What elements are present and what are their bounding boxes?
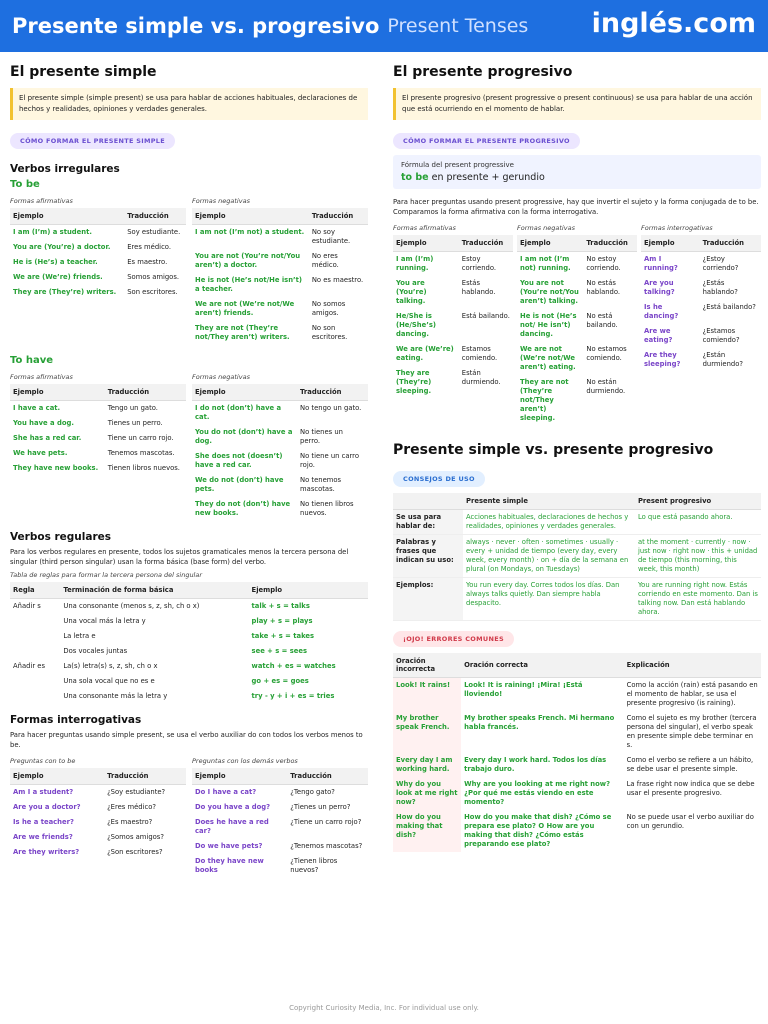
table-cell: Is he dancing? xyxy=(644,303,679,320)
table-cell: I do not (don’t) have a cat. xyxy=(195,404,282,421)
table-cell: They are (They’re) sleeping. xyxy=(396,369,432,395)
q-tobe-label: Preguntas con to be xyxy=(10,757,76,765)
rules-table xyxy=(10,582,368,704)
table-cell: Acciones habituales, declaraciones de hechos y realidades, opiniones y verdades generales. xyxy=(463,510,635,535)
table-cell: Tienes un perro. xyxy=(107,419,163,427)
table-cell: You are (You’re) talking. xyxy=(396,279,427,305)
banner xyxy=(0,0,768,52)
table-cell: Look! It rains! xyxy=(393,678,461,712)
table-cell: Is he a teacher? xyxy=(13,818,74,826)
table-cell: ¿Estás hablando? xyxy=(702,279,738,296)
table-cell: ¿Soy estudiante? xyxy=(107,788,166,796)
table-cell: No somos amigos. xyxy=(311,300,346,317)
table-cell: ¿Tengo gato? xyxy=(290,788,335,796)
have-neg-table xyxy=(192,384,368,521)
table-row xyxy=(192,401,368,426)
table-cell: He/She is (He/She’s) dancing. xyxy=(396,312,436,338)
table-row xyxy=(517,276,637,309)
table-row xyxy=(192,854,368,878)
table-cell: I have a cat. xyxy=(13,404,61,412)
table-cell: Estamos comiendo. xyxy=(461,345,498,362)
table-cell: ¿Eres médico? xyxy=(107,803,157,811)
table-cell: They are not (They’re not/They aren’t) writers. xyxy=(195,324,290,341)
col-translation: Traducción xyxy=(700,235,761,252)
table-cell: Do we have pets? xyxy=(195,842,263,850)
prog-aff-table xyxy=(393,235,513,399)
table-cell: My brother speak French. xyxy=(393,711,461,753)
formula-label: Fórmula del present progressive xyxy=(401,161,514,169)
table-row xyxy=(393,510,761,535)
table-cell: You run every day. Corres todos los días. Dan always talks quietly. Dan siempre habla despacito. xyxy=(463,578,635,621)
neg-label: Formas negativas xyxy=(192,197,250,205)
table-row xyxy=(393,309,513,342)
table-row xyxy=(10,689,368,704)
int-label: Formas interrogativas xyxy=(641,224,713,232)
table-cell: Do you have a dog? xyxy=(195,803,271,811)
table-cell: Eres médico. xyxy=(127,243,171,251)
table-row xyxy=(517,342,637,375)
col-translation: Traducción xyxy=(309,208,368,225)
table-row xyxy=(641,276,761,300)
table-row xyxy=(10,845,186,860)
table-row xyxy=(10,659,368,674)
table-row xyxy=(10,830,186,845)
table-cell: He is not (He’s not/ He isn’t) dancing. xyxy=(520,312,577,338)
table-row xyxy=(192,297,368,321)
table-cell: Añadir s xyxy=(13,602,41,610)
left-column xyxy=(10,60,368,878)
table-cell: No eres médico. xyxy=(311,252,339,269)
table-cell: She does not (doesn’t) have a red car. xyxy=(195,452,283,469)
table-cell: ¿Están durmiendo? xyxy=(702,351,743,368)
table-row xyxy=(10,270,186,285)
table-cell xyxy=(10,689,60,704)
table-cell: Como el sujeto es my brother (tercera persona del singular), el verbo speak en presente simple debe terminar en s. xyxy=(626,714,757,749)
table-cell: La frase right now indica que se debe usar el presente progresivo. xyxy=(626,780,755,797)
table-row xyxy=(393,753,761,777)
vs-heading: Presente simple vs. presente progresivo xyxy=(393,442,714,458)
table-row xyxy=(10,255,186,270)
table-cell: We do not (don’t) have pets. xyxy=(195,476,284,493)
table-row xyxy=(192,273,368,297)
table-row xyxy=(10,431,186,446)
table-row xyxy=(10,416,186,431)
tips-col: Presente simple xyxy=(463,493,635,510)
tohave-label: To have xyxy=(10,355,54,366)
table-row xyxy=(192,815,368,839)
table-cell: Are we friends? xyxy=(13,833,73,841)
table-cell: No tiene un carro rojo. xyxy=(300,452,359,469)
table-row xyxy=(10,461,186,476)
aff-label: Formas afirmativas xyxy=(10,373,73,381)
table-cell: You are (You’re) a doctor. xyxy=(13,243,111,251)
table-cell: No tienes un perro. xyxy=(300,428,343,445)
tips-col xyxy=(393,493,463,510)
col-translation: Traducción xyxy=(297,384,368,401)
table-row xyxy=(393,276,513,309)
table-cell: They do not (don’t) have new books. xyxy=(195,500,291,517)
col-translation: Traducción xyxy=(104,768,186,785)
col-translation: Traducción xyxy=(459,235,513,252)
table-cell: Es maestro. xyxy=(127,258,168,266)
formula-text xyxy=(401,172,753,183)
table-cell: No estoy corriendo. xyxy=(586,255,621,272)
table-cell: ¿Es maestro? xyxy=(107,818,153,826)
aff-label: Formas afirmativas xyxy=(393,224,456,232)
table-cell: She has a red car. xyxy=(13,434,82,442)
table-row xyxy=(10,674,368,689)
table-cell: Does he have a red car? xyxy=(195,818,269,835)
table-cell: Como la acción (rain) está pasando en el momento de hablar, se usa el presente progresivo (is raining). xyxy=(626,681,758,707)
neg-label: Formas negativas xyxy=(192,373,250,381)
table-cell: Una consonante (menos s, z, sh, ch o x) xyxy=(63,602,200,610)
tobe-label: To be xyxy=(10,179,40,190)
table-cell: No estamos comiendo. xyxy=(586,345,627,362)
table-cell: at the moment · currently · now · just now · right now · this + unidad de tiempo (this morning, this week, this month) xyxy=(635,535,761,578)
table-row xyxy=(393,810,761,852)
regular-para: Para los verbos regulares en presente, todos los sujetos gramaticales menos la tercera persona del singular (third person singular) usan la forma básica (base form) del verbo. xyxy=(10,548,349,566)
tobe-aff-table xyxy=(10,208,186,300)
table-cell: Palabras y frases que indican su uso: xyxy=(393,535,463,578)
rule-col: Regla xyxy=(10,582,60,599)
table-row xyxy=(192,249,368,273)
banner-title: Presente simple vs. progresivo xyxy=(12,14,380,38)
tobe-neg-table xyxy=(192,208,368,345)
table-cell: go + es = goes xyxy=(251,677,309,685)
table-cell: Una vocal más la letra y xyxy=(63,617,146,625)
table-row xyxy=(10,240,186,255)
col-example: Ejemplo xyxy=(192,208,309,225)
rule-col: Ejemplo xyxy=(249,582,368,599)
interrog-heading: Formas interrogativas xyxy=(10,714,142,726)
tips-pill: CONSEJOS DE USO xyxy=(393,471,485,487)
col-example: Ejemplo xyxy=(517,235,583,252)
table-cell: Soy estudiante. xyxy=(127,228,181,236)
tips-col: Present progresivo xyxy=(635,493,761,510)
table-row xyxy=(192,839,368,854)
table-row xyxy=(641,300,761,324)
table-cell: Why are you looking at me right now? ¿Por qué me estás viendo en este momento? xyxy=(464,780,611,806)
footer: Copyright Curiosity Media, Inc. For individual use only. xyxy=(289,1004,479,1012)
simple-intro: El presente simple (simple present) se usa para hablar de acciones habituales, declaraciones de hechos y realidades, opiniones y verdades generales. xyxy=(10,88,368,120)
table-cell: see + s = sees xyxy=(251,647,308,655)
regular-table-label: Tabla de reglas para formar la tercera persona del singular xyxy=(10,571,203,579)
regular-heading: Verbos regulares xyxy=(10,531,112,543)
table-cell: We are not (We’re not/We aren’t) eating. xyxy=(520,345,576,371)
table-row xyxy=(192,497,368,521)
table-row xyxy=(393,678,761,712)
table-cell: Am I a student? xyxy=(13,788,74,796)
table-cell: Ejemplos: xyxy=(393,578,463,621)
table-cell: Every day I am working hard. xyxy=(393,753,461,777)
table-cell: How do you making that dish? xyxy=(393,810,461,852)
table-cell: ¿Está bailando? xyxy=(702,303,756,311)
table-cell: Tenemos mascotas. xyxy=(107,449,175,457)
progressive-intro: El presente progresivo (present progressive o present continuous) se usa para hablar de una acción que está ocurriendo en el momento de hablar. xyxy=(393,88,761,120)
table-cell: They are (They’re) writers. xyxy=(13,288,117,296)
table-row xyxy=(10,644,368,659)
table-row xyxy=(393,777,761,810)
table-row xyxy=(192,785,368,801)
table-row xyxy=(641,324,761,348)
presente-simple-heading: El presente simple xyxy=(10,64,157,80)
table-cell: No es maestro. xyxy=(311,276,364,284)
simple-how-pill: CÓMO FORMAR EL PRESENTE SIMPLE xyxy=(10,133,175,149)
table-row xyxy=(192,473,368,497)
table-cell: You have a dog. xyxy=(13,419,74,427)
table-cell: Son escritores. xyxy=(127,288,178,296)
table-row xyxy=(393,252,513,277)
table-row xyxy=(10,446,186,461)
table-row xyxy=(10,629,368,644)
table-cell: Are you talking? xyxy=(644,279,675,296)
table-cell: They have new books. xyxy=(13,464,99,472)
err-col: Oración correcta xyxy=(461,653,623,678)
table-cell: ¿Somos amigos? xyxy=(107,833,164,841)
interrog-para: Para hacer preguntas usando simple present, se usa el verbo auxiliar do con todos los verbos menos to be. xyxy=(10,731,363,749)
table-cell: ¿Tiene un carro rojo? xyxy=(290,818,362,826)
table-row xyxy=(517,252,637,277)
table-cell: Estás hablando. xyxy=(461,279,496,296)
table-cell: Una sola vocal que no es e xyxy=(63,677,155,685)
table-cell: He is (He’s) a teacher. xyxy=(13,258,98,266)
table-cell: I am (I’m) a student. xyxy=(13,228,92,236)
table-cell xyxy=(10,614,60,629)
table-row xyxy=(10,225,186,241)
aff-label: Formas afirmativas xyxy=(10,197,73,205)
neg-label: Formas negativas xyxy=(517,224,575,232)
table-cell: watch + es = watches xyxy=(251,662,336,670)
table-cell: You do not (don’t) have a dog. xyxy=(195,428,293,445)
have-aff-table xyxy=(10,384,186,476)
table-cell: ¿Estoy corriendo? xyxy=(702,255,739,272)
table-cell: No se puede usar el verbo auxiliar do con un gerundio. xyxy=(626,813,754,830)
table-row xyxy=(192,425,368,449)
irregular-heading: Verbos irregulares xyxy=(10,163,120,175)
formula-b: en presente + gerundio xyxy=(428,172,545,183)
rule-col: Terminación de forma básica xyxy=(60,582,248,599)
errors-table xyxy=(393,653,761,852)
table-row xyxy=(517,309,637,342)
col-translation: Traducción xyxy=(105,384,186,401)
table-cell: No son escritores. xyxy=(311,324,348,341)
table-cell: Am I running? xyxy=(644,255,678,272)
table-row xyxy=(393,366,513,399)
presente-progresivo-heading: El presente progresivo xyxy=(393,64,573,80)
tips-table xyxy=(393,493,761,621)
progressive-how-pill: CÓMO FORMAR EL PRESENTE PROGRESIVO xyxy=(393,133,580,149)
table-row xyxy=(393,342,513,366)
table-cell: You are not (You’re not/You aren’t) a doctor. xyxy=(195,252,301,269)
table-row xyxy=(10,401,186,417)
table-cell: Añadir es xyxy=(13,662,46,670)
formula-box xyxy=(393,155,761,189)
table-cell: We are (We’re) friends. xyxy=(13,273,103,281)
table-row xyxy=(192,321,368,345)
col-translation: Traducción xyxy=(583,235,637,252)
table-cell: always · never · often · sometimes · usually · every + unidad de tiempo (every day, every week, every month) · on + día de la semana en plural (on Mondays, on Tuesdays) xyxy=(463,535,635,578)
col-example: Ejemplo xyxy=(10,768,104,785)
table-cell: We are (We’re) eating. xyxy=(396,345,454,362)
table-cell: They are not (They’re not/They aren’t) sleeping. xyxy=(520,378,569,422)
err-col: Oración incorrecta xyxy=(393,653,461,678)
col-example: Ejemplo xyxy=(192,384,297,401)
table-cell: Se usa para hablar de: xyxy=(393,510,463,535)
table-cell xyxy=(10,644,60,659)
table-cell: Every day I work hard. Todos los días trabajo duro. xyxy=(464,756,607,773)
table-cell: take + s = takes xyxy=(251,632,315,640)
table-cell: ¿Son escritores? xyxy=(107,848,163,856)
table-cell: La letra e xyxy=(63,632,96,640)
table-cell: No soy estudiante. xyxy=(311,228,351,245)
table-cell: How do you make that dish? ¿Cómo se prepara ese plato? O How are you making that dish? ¿Cómo estás preparando ese plato? xyxy=(464,813,612,848)
table-cell: We are not (We’re not/We aren’t) friends. xyxy=(195,300,295,317)
col-example: Ejemplo xyxy=(641,235,700,252)
table-cell: Dos vocales juntas xyxy=(63,647,128,655)
table-row xyxy=(192,449,368,473)
table-cell: La(s) letra(s) s, z, sh, ch o x xyxy=(63,662,158,670)
table-cell: talk + s = talks xyxy=(251,602,310,610)
table-cell: I am (I’m) running. xyxy=(396,255,434,272)
table-cell: ¿Estamos comiendo? xyxy=(702,327,740,344)
table-row xyxy=(192,225,368,250)
right-column xyxy=(393,60,761,852)
formula-a: to be xyxy=(401,172,429,183)
table-cell: Tiene un carro rojo. xyxy=(107,434,174,442)
table-cell: Están durmiendo. xyxy=(461,369,501,386)
table-cell: Are we eating? xyxy=(644,327,673,344)
q-other-label: Preguntas con los demás verbos xyxy=(192,757,298,765)
prog-int-table xyxy=(641,235,761,372)
table-row xyxy=(393,578,761,621)
table-cell xyxy=(10,674,60,689)
table-cell: Una consonante más la letra y xyxy=(63,692,168,700)
col-example: Ejemplo xyxy=(10,208,124,225)
table-cell: Como el verbo se refiere a un hábito, se debe usar el presente simple. xyxy=(626,756,754,773)
table-cell: ¿Tenemos mascotas? xyxy=(290,842,363,850)
table-cell: No estás hablando. xyxy=(586,279,621,296)
table-cell: play + s = plays xyxy=(251,617,313,625)
table-cell: We have pets. xyxy=(13,449,68,457)
col-example: Ejemplo xyxy=(393,235,459,252)
err-col: Explicación xyxy=(624,653,761,678)
table-cell: Are they writers? xyxy=(13,848,80,856)
table-cell: He is not (He’s not/He isn’t) a teacher. xyxy=(195,276,302,293)
table-cell: Tengo un gato. xyxy=(107,404,158,412)
table-cell: Are they sleeping? xyxy=(644,351,681,368)
table-cell: Do they have new books xyxy=(195,857,264,874)
table-row xyxy=(393,535,761,578)
banner-subtitle: Present Tenses xyxy=(387,15,529,37)
table-cell: No está bailando. xyxy=(586,312,618,329)
table-cell: try - y + i + es = tries xyxy=(251,692,335,700)
table-row xyxy=(517,375,637,426)
table-row xyxy=(192,800,368,815)
table-cell: No están durmiendo. xyxy=(586,378,626,395)
errors-pill: ¡OJO! ERRORES COMUNES xyxy=(393,631,514,647)
q-tobe-table xyxy=(10,768,186,860)
table-row xyxy=(10,800,186,815)
table-cell: Estoy corriendo. xyxy=(461,255,497,272)
table-row xyxy=(641,252,761,277)
table-cell: Why do you look at me right now? xyxy=(393,777,461,810)
table-cell: Do I have a cat? xyxy=(195,788,257,796)
table-cell: You are running right now. Estás corriendo en este momento. Dan is talking now. Dan está hablando ahora. xyxy=(635,578,761,621)
table-row xyxy=(10,785,186,801)
col-translation: Traducción xyxy=(287,768,368,785)
table-cell: ¿Tienen libros nuevos? xyxy=(290,857,338,874)
table-cell: No tenemos mascotas. xyxy=(300,476,342,493)
table-cell: No tengo un gato. xyxy=(300,404,362,412)
table-cell xyxy=(10,629,60,644)
logo[interactable]: inglés.com xyxy=(591,8,756,39)
table-cell: Está bailando. xyxy=(461,312,510,320)
table-cell: My brother speaks French. Mi hermano habla francés. xyxy=(464,714,615,731)
q-other-table xyxy=(192,768,368,878)
table-row xyxy=(641,348,761,372)
table-cell: Lo que está pasando ahora. xyxy=(635,510,761,535)
table-cell: ¿Tienes un perro? xyxy=(290,803,351,811)
table-row xyxy=(10,599,368,615)
table-cell: Tienen libros nuevos. xyxy=(107,464,180,472)
table-row xyxy=(10,815,186,830)
table-row xyxy=(10,614,368,629)
table-cell: I am not (I’m not) running. xyxy=(520,255,571,272)
table-cell: No tienen libros nuevos. xyxy=(300,500,354,517)
col-example: Ejemplo xyxy=(192,768,287,785)
table-cell: Look! It is raining! ¡Mira! ¡Está lloviendo! xyxy=(464,681,583,698)
table-cell: I am not (I’m not) a student. xyxy=(195,228,305,236)
table-cell: Somos amigos. xyxy=(127,273,180,281)
col-translation: Traducción xyxy=(124,208,186,225)
prog-neg-table xyxy=(517,235,637,426)
col-example: Ejemplo xyxy=(10,384,105,401)
progressive-para: Para hacer preguntas usando present progressive, hay que invertir el sujeto y la forma conjugada de to be. Comparamos la forma afirmativa con la forma interrogativa. xyxy=(393,198,759,216)
table-row xyxy=(10,285,186,300)
table-cell: Are you a doctor? xyxy=(13,803,81,811)
table-cell: You are not (You’re not/You aren’t) talking. xyxy=(520,279,579,305)
table-row xyxy=(393,711,761,753)
